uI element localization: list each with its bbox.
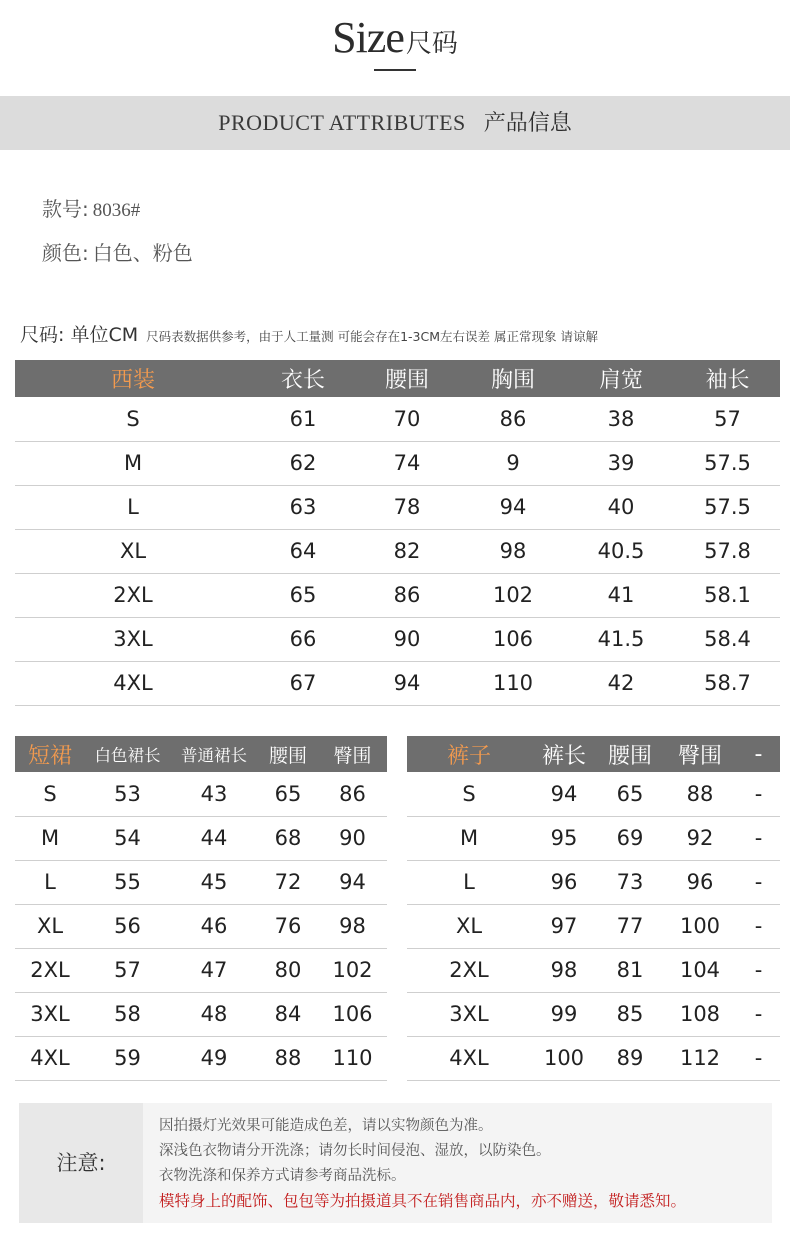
skirt-row (15, 992, 387, 1036)
skirt-row (15, 860, 387, 904)
pants-header-row (407, 736, 780, 772)
skirt-value-cell: 44 (170, 816, 258, 860)
skirt-size-cell: 2XL (15, 948, 85, 992)
pants-value-cell: 77 (597, 904, 663, 948)
suit-value-cell: 61 (251, 397, 355, 441)
suit-value-cell: 38 (567, 397, 675, 441)
pants-value-cell: 65 (597, 772, 663, 816)
suit-value-cell: 102 (459, 573, 567, 617)
pants-header-cell: 裤子 (407, 736, 531, 772)
pants-row (407, 772, 780, 816)
pants-value-cell: - (737, 992, 780, 1036)
suit-value-cell: 66 (251, 617, 355, 661)
suit-size-cell: L (15, 485, 251, 529)
pants-value-cell: 95 (531, 816, 597, 860)
suit-size-table (15, 360, 780, 706)
pants-value-cell: 88 (663, 772, 737, 816)
pants-size-cell: 4XL (407, 1036, 531, 1080)
skirt-value-cell: 48 (170, 992, 258, 1036)
suit-row (15, 529, 780, 573)
pants-size-cell: M (407, 816, 531, 860)
suit-value-cell: 41.5 (567, 617, 675, 661)
skirt-value-cell: 72 (258, 860, 318, 904)
suit-value-cell: 86 (355, 573, 459, 617)
suit-row (15, 573, 780, 617)
pants-size-table (407, 736, 780, 1081)
skirt-row (15, 904, 387, 948)
skirt-value-cell: 80 (258, 948, 318, 992)
pants-value-cell: 99 (531, 992, 597, 1036)
skirt-header-cell: 短裙 (15, 736, 85, 772)
suit-row (15, 661, 780, 705)
pants-header-cell: - (737, 736, 780, 772)
skirt-row (15, 816, 387, 860)
suit-value-cell: 62 (251, 441, 355, 485)
pants-value-cell: 96 (531, 860, 597, 904)
pants-row (407, 904, 780, 948)
suit-value-cell: 106 (459, 617, 567, 661)
skirt-value-cell: 54 (85, 816, 170, 860)
pants-header-cell: 裤长 (531, 736, 597, 772)
pants-size-cell: 2XL (407, 948, 531, 992)
pants-row (407, 948, 780, 992)
skirt-value-cell: 102 (318, 948, 387, 992)
suit-value-cell: 58.7 (675, 661, 780, 705)
suit-value-cell: 57.8 (675, 529, 780, 573)
pants-header-cell: 臀围 (663, 736, 737, 772)
color-label: 颜色: (42, 241, 89, 265)
skirt-value-cell: 68 (258, 816, 318, 860)
suit-value-cell: 40 (567, 485, 675, 529)
skirt-size-cell: L (15, 860, 85, 904)
skirt-value-cell: 86 (318, 772, 387, 816)
pants-value-cell: 94 (531, 772, 597, 816)
notice-warning-line: 模特身上的配饰、包包等为拍摄道具不在销售商品内，亦不赠送，敬请悉知。 (159, 1192, 687, 1210)
skirt-size-table (15, 736, 387, 1081)
suit-header-cell: 衣长 (251, 360, 355, 397)
color-value: 白色、粉色 (92, 241, 193, 265)
band-title-cn: 产品信息 (483, 111, 572, 136)
pants-value-cell: 85 (597, 992, 663, 1036)
skirt-header-cell: 臀围 (318, 736, 387, 772)
pants-value-cell: 100 (663, 904, 737, 948)
suit-value-cell: 74 (355, 441, 459, 485)
notice-line: 深浅色衣物请分开洗涤；请勿长时间侵泡、湿放，以防染色。 (159, 1143, 551, 1159)
pants-value-cell: - (737, 904, 780, 948)
skirt-value-cell: 53 (85, 772, 170, 816)
pants-value-cell: - (737, 816, 780, 860)
pants-value-cell: 73 (597, 860, 663, 904)
pants-row (407, 992, 780, 1036)
pants-size-cell: XL (407, 904, 531, 948)
skirt-value-cell: 94 (318, 860, 387, 904)
skirt-value-cell: 106 (318, 992, 387, 1036)
suit-value-cell: 94 (459, 485, 567, 529)
pants-value-cell: - (737, 772, 780, 816)
pants-value-cell: 104 (663, 948, 737, 992)
pants-size-cell: S (407, 772, 531, 816)
suit-body (15, 397, 780, 705)
skirt-value-cell: 58 (85, 992, 170, 1036)
suit-value-cell: 41 (567, 573, 675, 617)
skirt-row (15, 1036, 387, 1080)
suit-value-cell: 57.5 (675, 485, 780, 529)
suit-header-cell: 西装 (15, 360, 251, 397)
suit-value-cell: 94 (355, 661, 459, 705)
suit-size-cell: 3XL (15, 617, 251, 661)
skirt-value-cell: 76 (258, 904, 318, 948)
suit-value-cell: 86 (459, 397, 567, 441)
suit-value-cell: 78 (355, 485, 459, 529)
notice-line: 因拍摄灯光效果可能造成色差，请以实物颜色为准。 (159, 1118, 493, 1134)
pants-value-cell: - (737, 948, 780, 992)
skirt-value-cell: 43 (170, 772, 258, 816)
pants-value-cell: - (737, 1036, 780, 1080)
pants-value-cell: 112 (663, 1036, 737, 1080)
skirt-value-cell: 88 (258, 1036, 318, 1080)
skirt-size-cell: M (15, 816, 85, 860)
suit-value-cell: 65 (251, 573, 355, 617)
suit-value-cell: 58.1 (675, 573, 780, 617)
notice-body (143, 1103, 772, 1223)
skirt-size-cell: XL (15, 904, 85, 948)
skirt-value-cell: 84 (258, 992, 318, 1036)
notice-line: 衣物洗涤和保养方式请参考商品洗标。 (159, 1168, 406, 1184)
suit-row (15, 485, 780, 529)
pants-value-cell: 100 (531, 1036, 597, 1080)
suit-size-cell: 2XL (15, 573, 251, 617)
suit-header-row (15, 360, 780, 397)
pants-value-cell: 98 (531, 948, 597, 992)
color-info (42, 237, 193, 266)
suit-value-cell: 82 (355, 529, 459, 573)
suit-header-cell: 腰围 (355, 360, 459, 397)
skirt-size-cell: 3XL (15, 992, 85, 1036)
suit-value-cell: 57 (675, 397, 780, 441)
suit-row (15, 441, 780, 485)
suit-value-cell: 90 (355, 617, 459, 661)
unit-note: 尺码表数据供参考，由于人工量测 可能会存在1-3CM左右误差 属正常现象 请谅解 (146, 329, 598, 344)
suit-size-cell: M (15, 441, 251, 485)
pants-body (407, 772, 780, 1080)
suit-row (15, 397, 780, 441)
skirt-value-cell: 65 (258, 772, 318, 816)
suit-value-cell: 57.5 (675, 441, 780, 485)
suit-value-cell: 40.5 (567, 529, 675, 573)
suit-value-cell: 110 (459, 661, 567, 705)
style-number (42, 193, 140, 222)
suit-size-cell: S (15, 397, 251, 441)
title-cn: 尺码 (405, 29, 458, 59)
band-title-en: PRODUCT ATTRIBUTES (218, 110, 466, 135)
pants-value-cell: 96 (663, 860, 737, 904)
page-title (0, 12, 790, 63)
pants-value-cell: 89 (597, 1036, 663, 1080)
skirt-row (15, 772, 387, 816)
pants-value-cell: 69 (597, 816, 663, 860)
suit-header-cell: 袖长 (675, 360, 780, 397)
suit-value-cell: 67 (251, 661, 355, 705)
pants-row (407, 816, 780, 860)
suit-size-cell: XL (15, 529, 251, 573)
pants-header-cell: 腰围 (597, 736, 663, 772)
pants-value-cell: 92 (663, 816, 737, 860)
skirt-value-cell: 90 (318, 816, 387, 860)
style-number-label: 款号: (42, 197, 89, 221)
pants-row (407, 1036, 780, 1080)
skirt-value-cell: 46 (170, 904, 258, 948)
suit-value-cell: 9 (459, 441, 567, 485)
suit-value-cell: 98 (459, 529, 567, 573)
title-underline (374, 69, 416, 71)
skirt-value-cell: 49 (170, 1036, 258, 1080)
skirt-header-row (15, 736, 387, 772)
skirt-row (15, 948, 387, 992)
skirt-header-cell: 普通裙长 (170, 736, 258, 772)
skirt-value-cell: 56 (85, 904, 170, 948)
suit-value-cell: 70 (355, 397, 459, 441)
suit-row (15, 617, 780, 661)
suit-value-cell: 64 (251, 529, 355, 573)
skirt-value-cell: 110 (318, 1036, 387, 1080)
suit-value-cell: 58.4 (675, 617, 780, 661)
skirt-value-cell: 45 (170, 860, 258, 904)
notice-box (19, 1103, 772, 1223)
skirt-body (15, 772, 387, 1080)
skirt-value-cell: 98 (318, 904, 387, 948)
suit-header-cell: 胸围 (459, 360, 567, 397)
suit-header-cell: 肩宽 (567, 360, 675, 397)
suit-size-cell: 4XL (15, 661, 251, 705)
skirt-value-cell: 57 (85, 948, 170, 992)
pants-value-cell: 81 (597, 948, 663, 992)
suit-value-cell: 63 (251, 485, 355, 529)
notice-label: 注意: (56, 1151, 106, 1175)
style-number-value: 8036# (92, 200, 141, 221)
suit-value-cell: 42 (567, 661, 675, 705)
unit-line (20, 320, 598, 347)
skirt-value-cell: 55 (85, 860, 170, 904)
unit-label: 尺码: 单位CM (20, 324, 139, 346)
suit-value-cell: 39 (567, 441, 675, 485)
skirt-size-cell: 4XL (15, 1036, 85, 1080)
pants-value-cell: - (737, 860, 780, 904)
product-attributes-band (0, 96, 790, 150)
skirt-size-cell: S (15, 772, 85, 816)
skirt-value-cell: 47 (170, 948, 258, 992)
pants-size-cell: L (407, 860, 531, 904)
skirt-value-cell: 59 (85, 1036, 170, 1080)
skirt-header-cell: 腰围 (258, 736, 318, 772)
title-en: Size (332, 13, 404, 62)
pants-size-cell: 3XL (407, 992, 531, 1036)
skirt-header-cell: 白色裙长 (85, 736, 170, 772)
pants-value-cell: 108 (663, 992, 737, 1036)
pants-row (407, 860, 780, 904)
pants-value-cell: 97 (531, 904, 597, 948)
